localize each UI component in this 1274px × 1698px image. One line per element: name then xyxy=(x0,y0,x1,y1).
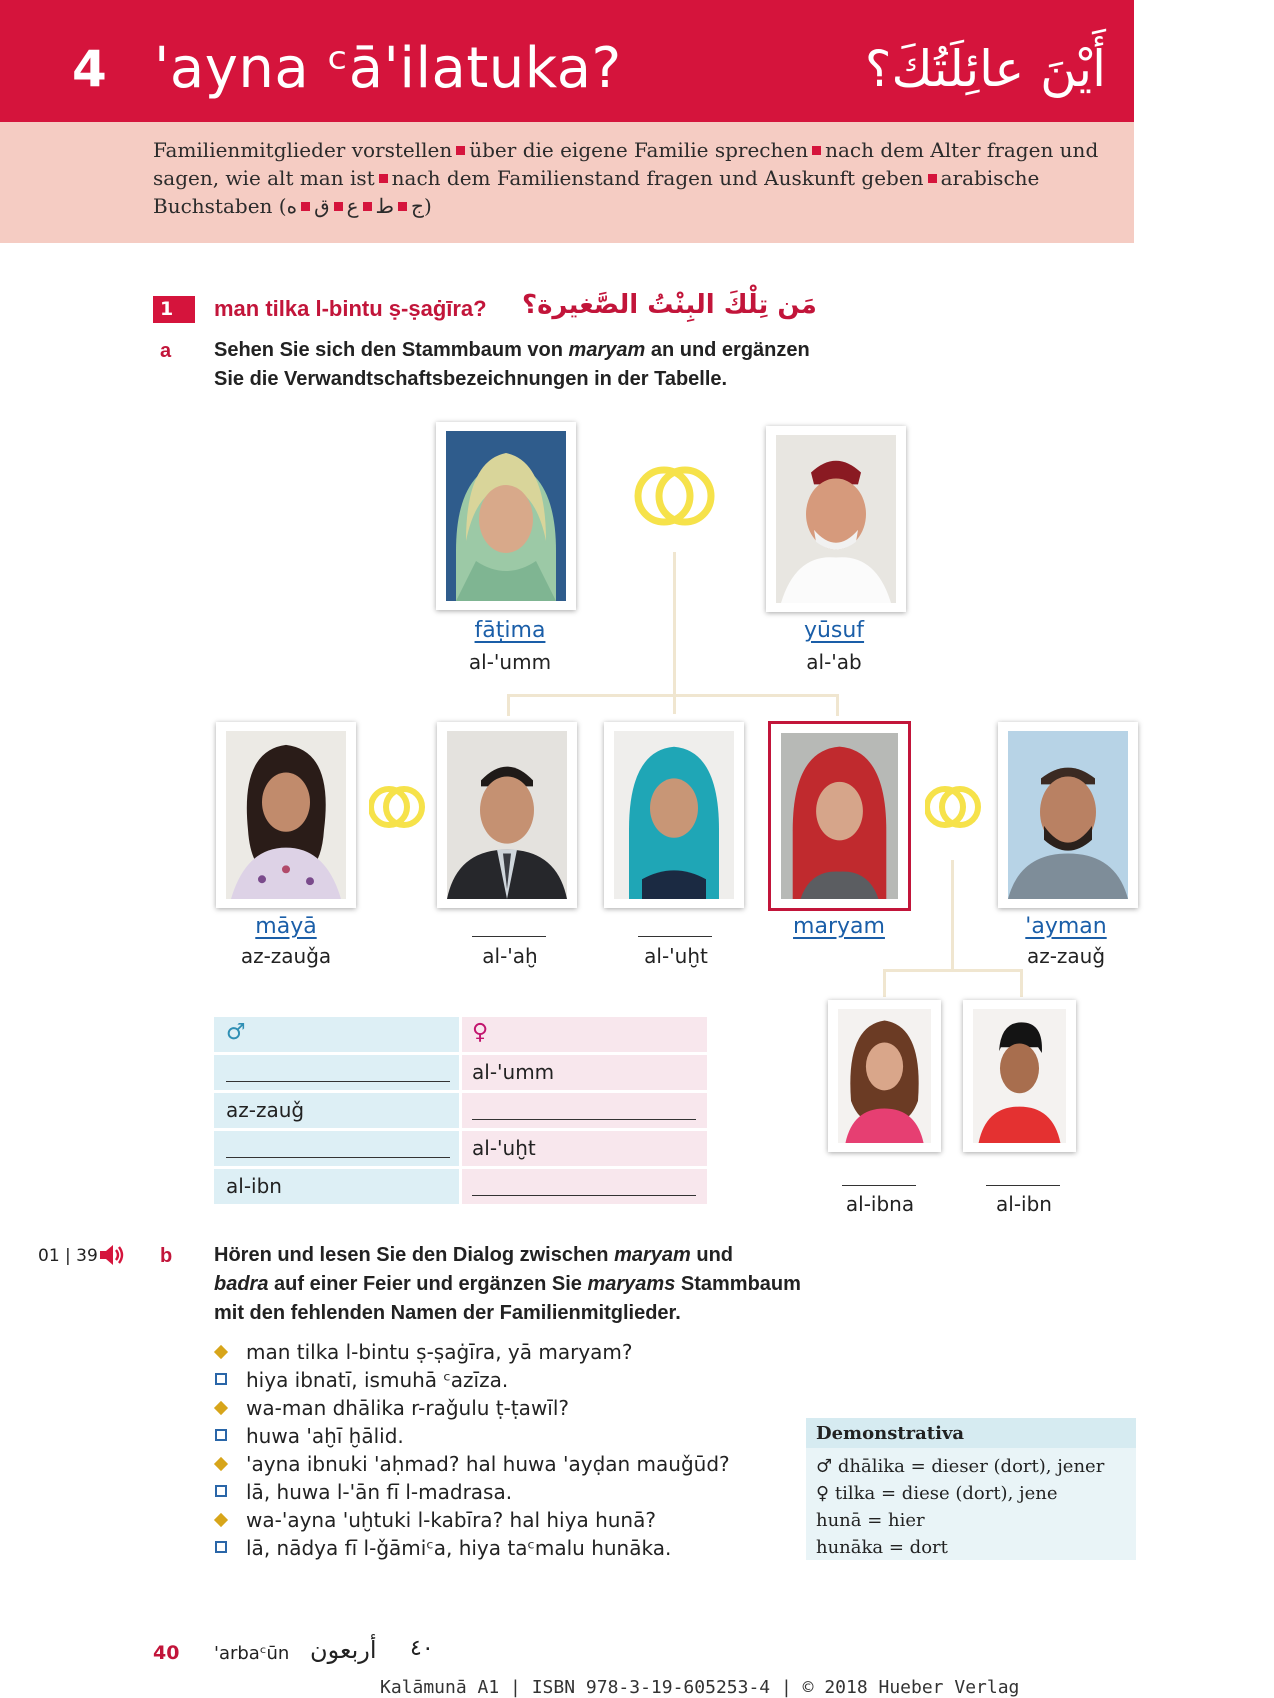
speaker-maryam-icon xyxy=(215,1541,227,1553)
speaker-icon[interactable] xyxy=(98,1243,126,1267)
tree-line xyxy=(883,969,886,997)
page-footer: Kalāmunā A1 | ISBN 978-3-19-605253-4 | © 2018 Hueber Verlag xyxy=(380,1677,1020,1698)
table-blank[interactable] xyxy=(472,1195,696,1196)
table-cell xyxy=(214,1055,459,1090)
dialogue-line: wa-man dhālika r-raǧulu ṭ-ṭawīl? xyxy=(246,1396,570,1420)
dialogue-line: lā, huwa l-'ān fī l-madrasa. xyxy=(246,1480,513,1504)
audio-track-number: 01 | 39 xyxy=(38,1246,98,1266)
name-maryam: maryam xyxy=(793,914,885,939)
table-cell xyxy=(462,1093,707,1128)
dialogue-line: hiya ibnatī, ismuhā ᶜazīza. xyxy=(246,1368,509,1392)
bullet-square-icon xyxy=(379,174,388,183)
demonstrativa-line: hunāka = dort xyxy=(816,1537,948,1558)
table-header-female xyxy=(462,1017,707,1052)
bullet-square-icon xyxy=(301,202,310,211)
speaker-maryam-icon xyxy=(215,1485,227,1497)
demonstrativa-title: Demonstrativa xyxy=(816,1423,965,1444)
photo-maryam xyxy=(771,724,908,908)
relation-brother: al-'aḫ xyxy=(482,944,538,968)
table-blank[interactable] xyxy=(226,1157,450,1158)
dialogue-line: wa-'ayna 'uḫtuki l-kabīra? hal hiya hunā? xyxy=(246,1508,656,1532)
page-number-word-arabic: أربعون xyxy=(310,1636,377,1664)
task-a-instruction: Sehen Sie sich den Stammbaum von maryam an und ergänzen Sie die Verwandtschaftsbezeichnungen in der Tabelle. xyxy=(214,339,810,390)
table-value: al-ibn xyxy=(226,1174,282,1198)
table-value: al-'umm xyxy=(472,1060,555,1084)
speaker-badra-icon xyxy=(214,1345,228,1359)
photo-ayman xyxy=(998,722,1138,908)
tree-line xyxy=(507,694,839,697)
tree-line xyxy=(673,552,676,714)
bullet-square-icon xyxy=(334,202,343,211)
photo-daughter xyxy=(828,1000,941,1152)
speaker-badra-icon xyxy=(214,1457,228,1471)
name-fatima: fāṭima xyxy=(474,618,546,643)
task-letter-b: b xyxy=(160,1245,173,1267)
dialogue-line: man tilka l-bintu ṣ-ṣaġīra, yā maryam? xyxy=(246,1340,633,1364)
wedding-rings-icon xyxy=(925,782,981,832)
table-cell xyxy=(214,1131,459,1166)
photo-son xyxy=(963,1000,1076,1152)
blank-name-sister[interactable] xyxy=(638,936,712,937)
demonstrativa-line: ♀ tilka = diese (dort), jene xyxy=(816,1483,1058,1504)
speaker-maryam-icon xyxy=(215,1373,227,1385)
learning-goals: Familienmitglieder vorstellen über die eigene Familie sprechen nach dem Alter fragen und sagen, wie alt man ist nach dem Familienstand fragen und Auskunft geben arabische Buchstaben (جطعقه) xyxy=(153,138,1099,218)
relation-son: al-ibn xyxy=(996,1192,1052,1216)
name-maya: māyā xyxy=(255,914,317,939)
tree-line xyxy=(507,694,510,716)
demonstrativa-line: hunā = hier xyxy=(816,1510,925,1531)
page-number-arabic: ٤٠ xyxy=(410,1636,434,1661)
photo-sister xyxy=(604,722,744,908)
male-symbol-icon: ♂ xyxy=(226,1020,246,1045)
bullet-square-icon xyxy=(363,202,372,211)
task-letter-a: a xyxy=(160,340,172,362)
demonstrativa-line: ♂ dhālika = dieser (dort), jener xyxy=(816,1456,1105,1477)
female-symbol-icon: ♀ xyxy=(472,1020,489,1045)
table-cell xyxy=(462,1169,707,1204)
page-number-word: 'arbaᶜūn xyxy=(214,1643,290,1664)
bullet-square-icon xyxy=(456,146,465,155)
bullet-square-icon xyxy=(812,146,821,155)
speaker-maryam-icon xyxy=(215,1429,227,1441)
dialogue-line: lā, nādya fī l-ǧāmiᶜa, hiya taᶜmalu hunāka. xyxy=(246,1536,672,1560)
table-header-male xyxy=(214,1017,459,1052)
chapter-title-arabic: أَيْنَ عائِلَتُكَ؟ xyxy=(864,40,1106,98)
tree-line xyxy=(951,860,954,972)
tree-line xyxy=(883,969,1023,972)
speaker-badra-icon xyxy=(214,1513,228,1527)
photo-yusuf xyxy=(766,426,906,612)
relation-sister: al-'uḫt xyxy=(644,944,708,968)
name-ayman: 'ayman xyxy=(1025,914,1107,939)
relation-fatima: al-'umm xyxy=(468,650,552,674)
blank-name-daughter[interactable] xyxy=(842,1185,916,1186)
photo-fatima xyxy=(436,422,576,610)
dialogue-line: huwa 'aḫī ḫālid. xyxy=(246,1424,404,1448)
relation-yusuf: al-'ab xyxy=(806,650,862,674)
blank-name-brother[interactable] xyxy=(472,936,546,937)
wedding-rings-icon xyxy=(634,462,716,530)
chapter-title: 'ayna ᶜā'ilatuka? xyxy=(154,36,622,101)
table-value: al-'uḫt xyxy=(472,1136,536,1160)
name-yusuf: yūsuf xyxy=(803,618,865,643)
photo-maya xyxy=(216,722,356,908)
page-number: 40 xyxy=(153,1642,180,1664)
dialogue-line: 'ayna ibnuki 'aḥmad? hal huwa 'ayḍan mauǧūd? xyxy=(246,1452,730,1476)
exercise-number: 1 xyxy=(153,296,195,323)
table-value: az-zauǧ xyxy=(226,1098,305,1122)
relation-maya: az-zauǧa xyxy=(240,944,332,968)
wedding-rings-icon xyxy=(369,782,425,832)
table-blank[interactable] xyxy=(472,1119,696,1120)
tree-line xyxy=(836,694,839,716)
task-b-instruction: Hören und lesen Sie den Dialog zwischen maryam und badra auf einer Feier und ergänzen Sie maryams Stammbaum mit den fehlenden Namen der Familienmitglieder. xyxy=(214,1244,801,1324)
bullet-square-icon xyxy=(398,202,407,211)
relation-daughter: al-ibna xyxy=(845,1192,915,1216)
chapter-number: 4 xyxy=(72,40,107,98)
speaker-badra-icon xyxy=(214,1401,228,1415)
tree-line xyxy=(1020,969,1023,997)
table-blank[interactable] xyxy=(226,1081,450,1082)
exercise-title: man tilka l-bintu ṣ-ṣaġīra? xyxy=(214,296,487,321)
bullet-square-icon xyxy=(928,174,937,183)
relation-ayman: az-zauǧ xyxy=(1026,944,1106,968)
photo-brother xyxy=(437,722,577,908)
blank-name-son[interactable] xyxy=(986,1185,1060,1186)
exercise-title-arabic: مَن تِلْكَ البِنْتُ الصَّغيرة؟ xyxy=(522,290,817,320)
